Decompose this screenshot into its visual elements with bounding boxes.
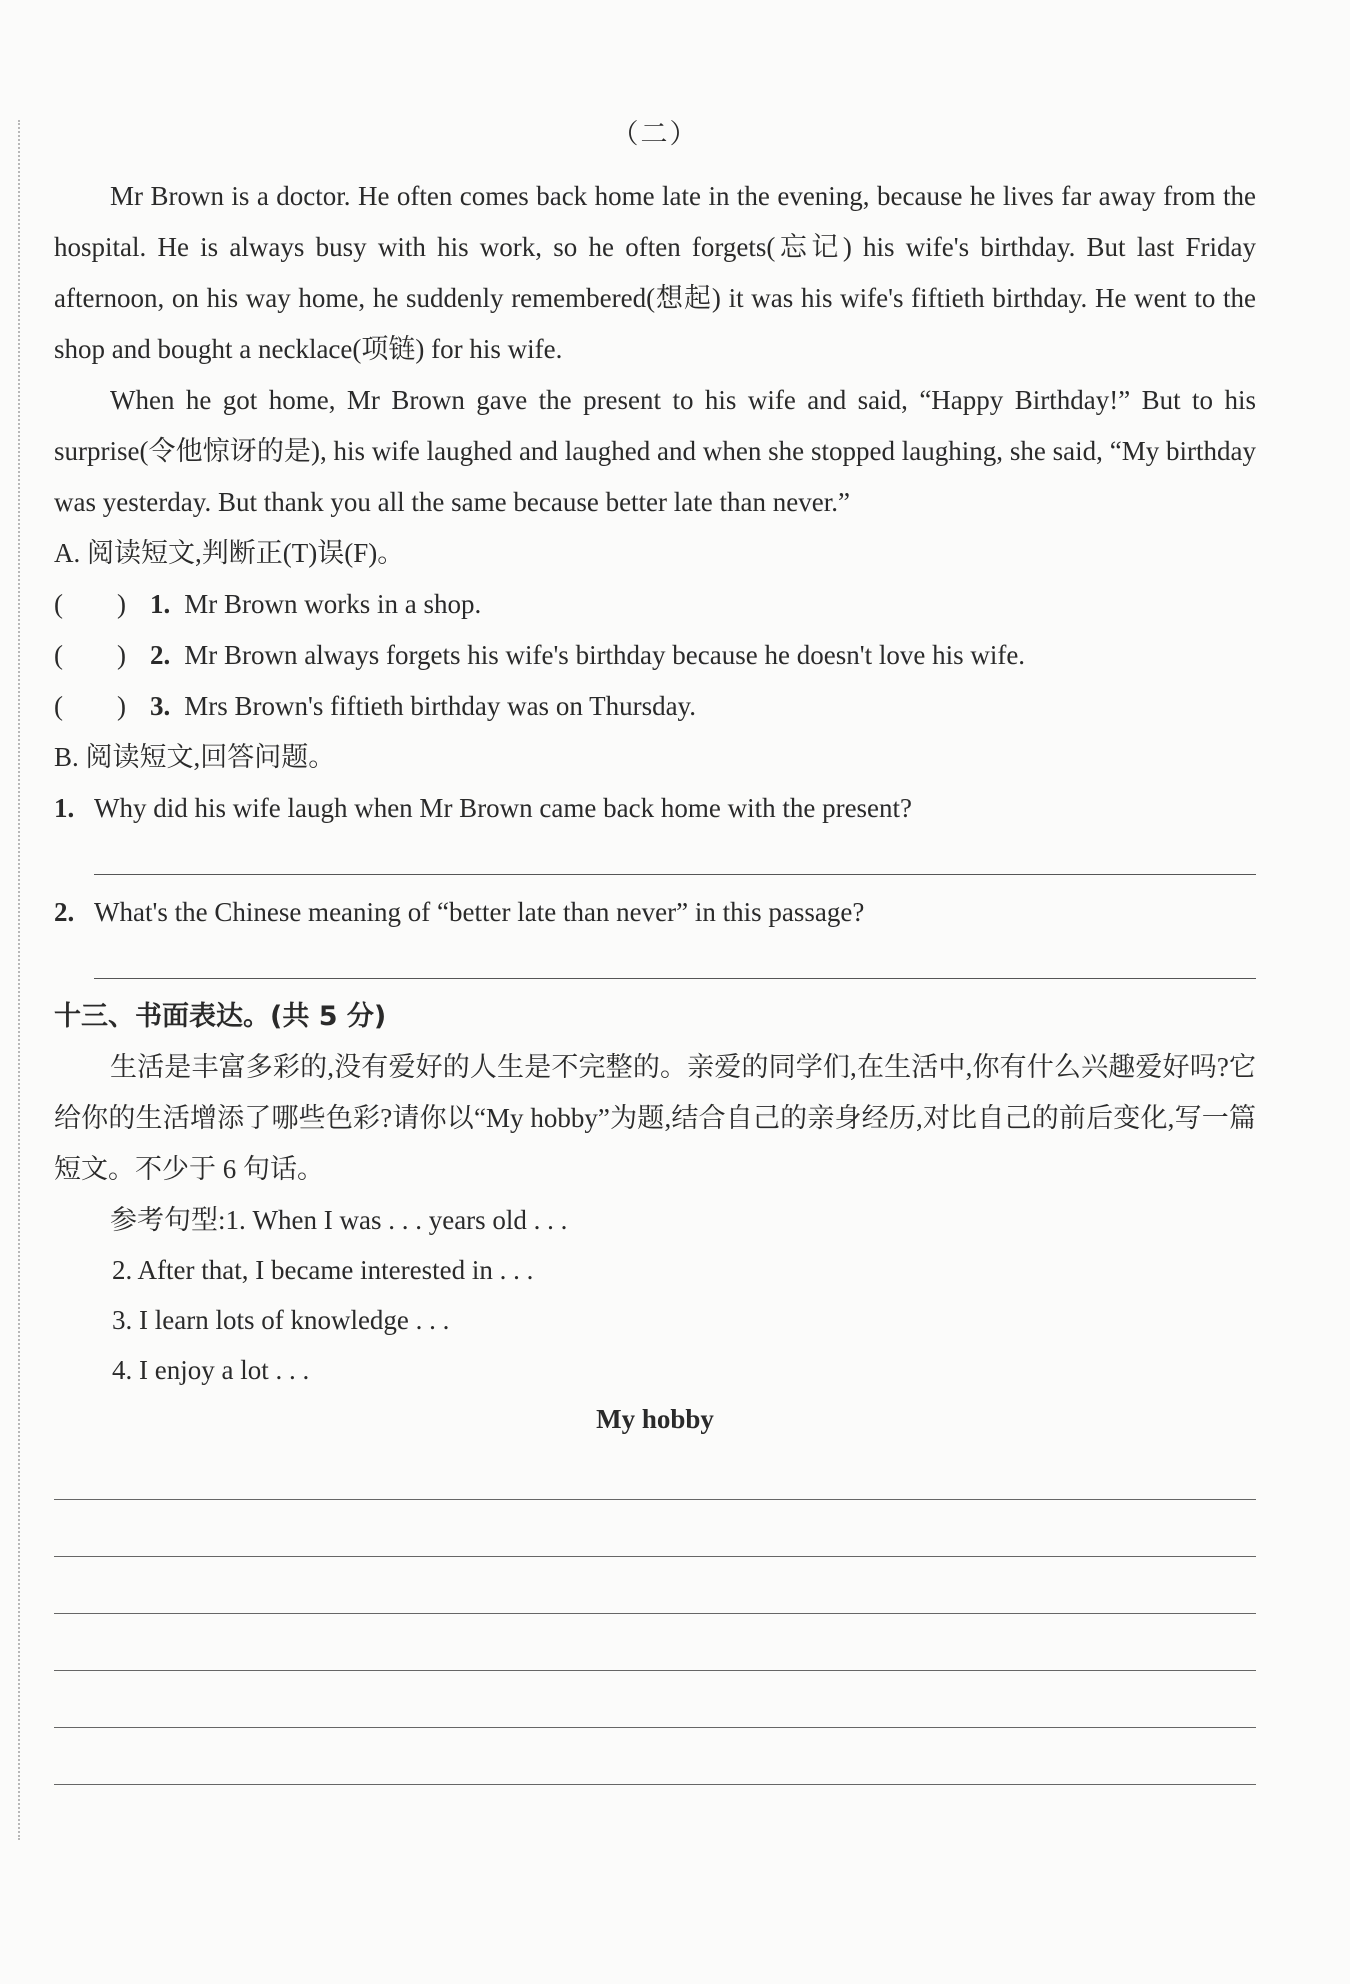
passage-heading: （二）: [611, 119, 699, 149]
sentence-pattern: 4. I enjoy a lot . . .: [112, 1355, 310, 1385]
sentence-pattern: 2. After that, I became interested in . . .: [112, 1255, 534, 1285]
passage-paragraph-2: When he got home, Mr Brown gave the present to his wife and said, “Happy Birthday!” But to his surprise(令他惊讶的是), his wife laughed and laughed and when she stopped laughing, she said, “My birthday was yesterday. But thank you all the same because better late than never.”: [54, 385, 1256, 517]
item-statement: Mrs Brown's fiftieth birthday was on Thursday.: [184, 691, 697, 721]
item-statement: Mr Brown works in a shop.: [184, 589, 482, 619]
tf-item: [54, 630, 1256, 681]
worksheet-content: [54, 112, 1256, 1785]
item-number: 1.: [150, 589, 171, 619]
sentence-pattern: 参考句型:1. When I was . . . years old . . .: [110, 1205, 568, 1235]
writing-line[interactable]: [54, 1614, 1256, 1671]
patterns-label: 参考句型:: [110, 1205, 226, 1235]
writing-section-title: 十三、书面表达。(共 5 分): [54, 1001, 387, 1032]
question-text: What's the Chinese meaning of “better late than never” in this passage?: [94, 897, 865, 927]
item-number: 2.: [150, 640, 171, 670]
tf-item: [54, 579, 1256, 630]
question-item: [54, 783, 1256, 834]
writing-line[interactable]: [54, 1443, 1256, 1500]
writing-prompt: 生活是丰富多彩的,没有爱好的人生是不完整的。亲爱的同学们,在生活中,你有什么兴趣爱好吗?它给你的生活增添了哪些色彩?请你以“My hobby”为题,结合自己的亲身经历,对比自己的前后变化,写一篇短文。不少于 6 句话。: [54, 1052, 1256, 1184]
writing-line[interactable]: [54, 1500, 1256, 1557]
question-item: [54, 887, 1256, 938]
answer-bracket[interactable]: ( ): [54, 589, 126, 619]
passage-paragraph-1: Mr Brown is a doctor. He often comes back home late in the evening, because he lives far away from the hospital. He is always busy with his work, so he often forgets(忘记) his wife's birthday. But last Friday afternoon, on his way home, he suddenly remembered(想起) it was his wife's fiftieth birthday. He went to the shop and bought a necklace(项链) for his wife.: [54, 181, 1256, 364]
binding-margin-line: [18, 120, 20, 1840]
essay-title: My hobby: [596, 1404, 714, 1434]
item-number: 3.: [150, 691, 171, 721]
sentence-pattern: 3. I learn lots of knowledge . . .: [112, 1305, 450, 1335]
question-text: Why did his wife laugh when Mr Brown came back home with the present?: [94, 793, 913, 823]
item-statement: Mr Brown always forgets his wife's birthday because he doesn't love his wife.: [184, 640, 1026, 670]
answer-line[interactable]: [94, 834, 1256, 875]
part-a-instruction: A. 阅读短文,判断正(T)误(F)。: [54, 538, 405, 568]
answer-bracket[interactable]: ( ): [54, 640, 126, 670]
writing-line[interactable]: [54, 1557, 1256, 1614]
tf-item: [54, 681, 1256, 732]
writing-line[interactable]: [54, 1728, 1256, 1785]
writing-line[interactable]: [54, 1671, 1256, 1728]
answer-bracket[interactable]: ( ): [54, 691, 126, 721]
question-number: 2.: [54, 897, 75, 927]
part-b-instruction: B. 阅读短文,回答问题。: [54, 742, 336, 772]
question-number: 1.: [54, 793, 75, 823]
answer-line[interactable]: [94, 938, 1256, 979]
writing-area: [54, 1443, 1256, 1785]
